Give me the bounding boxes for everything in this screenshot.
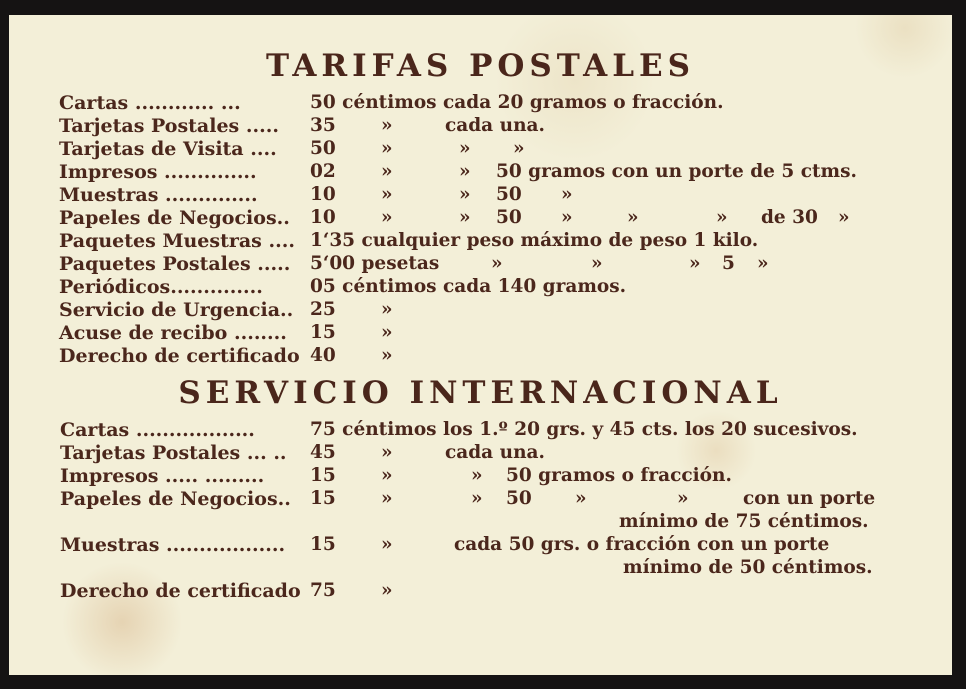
ditto-mark: »: [459, 207, 471, 228]
row-value: 5‘00 pesetas: [310, 253, 440, 274]
ditto-mark: »: [381, 161, 393, 182]
row-value: mínimo de 50 céntimos.: [623, 557, 873, 578]
ditto-mark: »: [838, 207, 850, 228]
ditto-mark: »: [381, 534, 393, 555]
ditto-mark: »: [627, 207, 639, 228]
row-value: 75 céntimos los 1.º 20 grs. y 45 cts. los 20 sucesivos.: [310, 419, 858, 440]
row-value: 15: [310, 534, 336, 555]
ditto-mark: »: [689, 253, 701, 274]
row-label: Derecho de certificado: [59, 345, 300, 367]
ditto-mark: »: [561, 207, 573, 228]
row-value: 02: [310, 161, 336, 182]
row-value: 25: [310, 299, 336, 320]
row-value: 50 céntimos cada 20 gramos o fracción.: [310, 92, 724, 113]
row-value: 1‘35 cualquier peso máximo de peso 1 kilo.: [310, 230, 759, 251]
ditto-mark: »: [459, 138, 471, 159]
row-label: Paquetes Postales .....: [59, 253, 291, 275]
row-label: Tarjetas Postales .....: [59, 115, 279, 137]
row-value: 50: [496, 184, 522, 205]
row-value: cada una.: [445, 442, 545, 463]
row-label: Muestras ..................: [60, 534, 286, 556]
row-label: Cartas ..................: [60, 419, 255, 441]
row-value: 50 gramos con un porte de 5 ctms.: [496, 161, 857, 182]
row-label: Paquetes Muestras ....: [59, 230, 295, 252]
row-label: Tarjetas de Visita ....: [59, 138, 277, 160]
row-value: 10: [310, 207, 336, 228]
ditto-mark: »: [677, 488, 689, 509]
row-value: 50: [496, 207, 522, 228]
row-value: con un porte: [743, 488, 876, 509]
row-value: mínimo de 75 céntimos.: [619, 511, 869, 532]
ditto-mark: »: [381, 115, 393, 136]
row-value: 10: [310, 184, 336, 205]
row-value: 5: [722, 253, 735, 274]
ditto-mark: »: [381, 322, 393, 343]
row-value: 40: [310, 345, 336, 366]
ditto-mark: »: [459, 161, 471, 182]
row-value: 50 gramos o fracción.: [506, 465, 732, 486]
ditto-mark: »: [561, 184, 573, 205]
ditto-mark: »: [381, 442, 393, 463]
row-label: Cartas ............ ...: [59, 92, 241, 114]
row-label: Tarjetas Postales ... ..: [60, 442, 287, 464]
row-value: 15: [310, 465, 336, 486]
row-value: 15: [310, 488, 336, 509]
row-label: Impresos ..... .........: [60, 465, 265, 487]
row-value: 50: [506, 488, 532, 509]
ditto-mark: »: [381, 345, 393, 366]
row-label: Muestras ..............: [59, 184, 258, 206]
servicio-internacional-title: SERVICIO INTERNACIONAL: [178, 375, 783, 411]
ditto-mark: »: [381, 580, 393, 601]
row-value: 05 céntimos cada 140 gramos.: [310, 276, 627, 297]
ditto-mark: »: [491, 253, 503, 274]
ditto-mark: »: [471, 465, 483, 486]
row-value: 45: [310, 442, 336, 463]
row-label: Papeles de Negocios..: [59, 207, 290, 229]
ditto-mark: »: [716, 207, 728, 228]
ditto-mark: »: [757, 253, 769, 274]
ditto-mark: »: [471, 488, 483, 509]
row-value: 15: [310, 322, 336, 343]
row-label: Papeles de Negocios..: [60, 488, 291, 510]
row-label: Acuse de recibo ........: [59, 322, 287, 344]
row-value: cada 50 grs. o fracción con un porte: [454, 534, 830, 555]
ditto-mark: »: [513, 138, 525, 159]
row-label: Periódicos..............: [59, 276, 263, 298]
row-label: Derecho de certificado: [60, 580, 301, 602]
row-value: cada una.: [445, 115, 545, 136]
row-value: de 30: [761, 207, 818, 228]
postcard: [9, 15, 952, 675]
row-value: 50: [310, 138, 336, 159]
ditto-mark: »: [381, 184, 393, 205]
ditto-mark: »: [459, 184, 471, 205]
row-value: 75: [310, 580, 336, 601]
row-label: Servicio de Urgencia..: [59, 299, 294, 321]
ditto-mark: »: [591, 253, 603, 274]
ditto-mark: »: [381, 299, 393, 320]
ditto-mark: »: [381, 207, 393, 228]
ditto-mark: »: [381, 488, 393, 509]
ditto-mark: »: [381, 465, 393, 486]
ditto-mark: »: [381, 138, 393, 159]
row-value: 35: [310, 115, 336, 136]
tarifas-postales-title: TARIFAS POSTALES: [265, 48, 696, 84]
ditto-mark: »: [575, 488, 587, 509]
row-label: Impresos ..............: [59, 161, 257, 183]
